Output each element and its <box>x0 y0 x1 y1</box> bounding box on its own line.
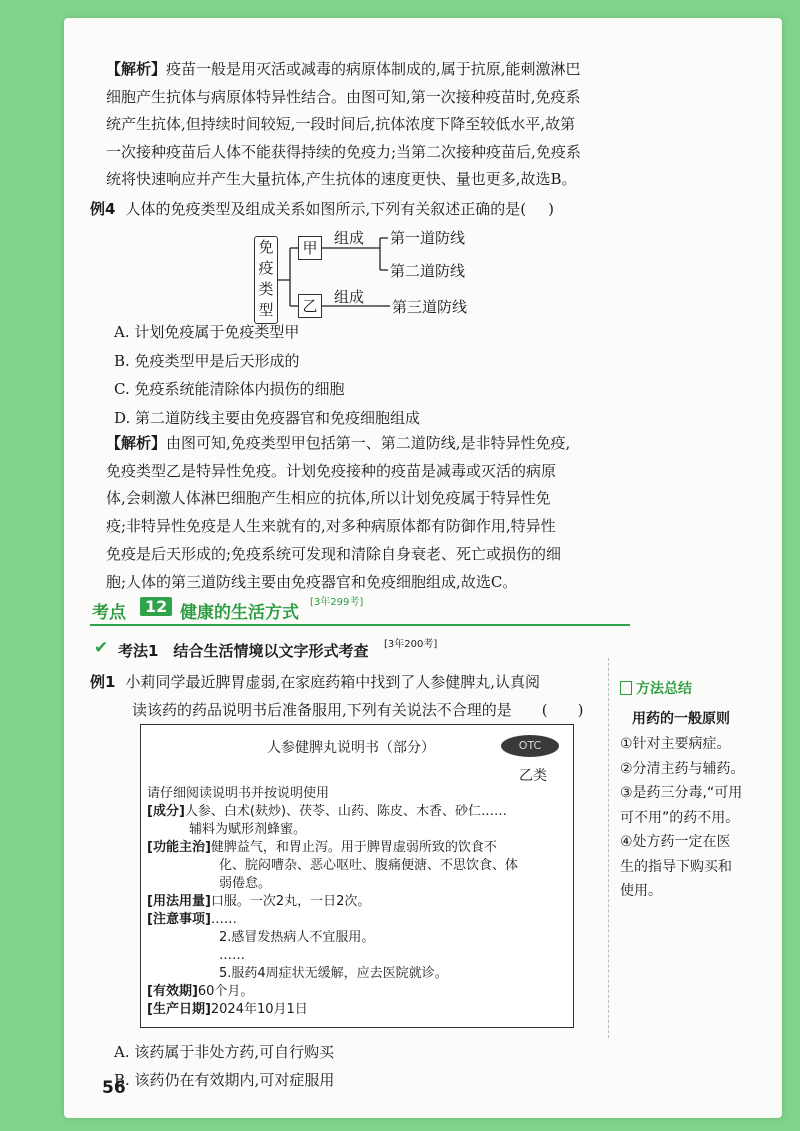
example1-question <box>90 668 650 724</box>
checkmark-icon: ✔ <box>94 638 109 658</box>
medicine-leaflet <box>140 724 574 1028</box>
question-text: 小莉同学最近脾胃虚弱,在家庭药箱中找到了人参健脾丸,认真阅 <box>125 673 540 691</box>
method-sup: [3年200考] <box>384 639 438 650</box>
otc-badge: OTC <box>501 735 559 757</box>
analysis-line: 体,会刺激人体淋巴细胞产生相应的抗体,所以计划免疫属于特异性免 <box>106 489 551 508</box>
option-c: C. 免疫系统能清除体内损伤的细胞 <box>114 380 345 398</box>
analysis-block-2 <box>106 430 666 596</box>
diagram-lines <box>250 230 510 330</box>
analysis-line: 疫;非特异性免疫是人生来就有的,对多种病原体都有防御作用,特异性 <box>106 517 556 536</box>
analysis-tag: 【解析】 <box>106 60 167 78</box>
example4-options <box>114 318 654 432</box>
leaflet-text: …… <box>219 948 245 963</box>
leaflet-text: 2024年10月1日 <box>210 1002 308 1017</box>
immune-diagram <box>250 230 510 330</box>
diagram-yi-box: 乙 <box>298 294 322 318</box>
method-summary-sidebar <box>620 678 770 904</box>
analysis-line: 疫苗一般是用灭活或减毒的病原体制成的,属于抗原,能刺激淋巴 <box>166 60 581 78</box>
leaflet-title: 人参健脾丸说明书（部分） <box>267 740 435 756</box>
topic-number: 12 <box>140 597 172 616</box>
sidebar-item: ④处方药一定在医 <box>620 834 731 850</box>
option-b: B. 免疫类型甲是后天形成的 <box>114 351 300 370</box>
option-d: D. 第二道防线主要由免疫器官和免疫细胞组成 <box>114 408 421 427</box>
leaflet-tag: [生产日期] <box>147 1002 211 1017</box>
sidebar-title: 方法总结 <box>636 681 692 697</box>
option-a: A. 该药属于非处方药,可自行购买 <box>114 1043 335 1061</box>
leaflet-text: 化、脘闷嘈杂、恶心呕吐、腹痛便溏、不思饮食、体 <box>219 858 519 873</box>
diagram-root-char: 免 <box>258 238 274 256</box>
analysis-line: 一次接种疫苗后人体不能获得持续的免疫力;当第二次接种疫苗后,免疫系 <box>106 142 581 161</box>
diagram-root-char: 型 <box>258 301 274 319</box>
page <box>64 18 782 1118</box>
answer-paren: ) <box>548 200 554 218</box>
sidebar-item: ③是药三分毒,“可用 <box>620 785 743 801</box>
diagram-line1: 第一道防线 <box>390 229 466 247</box>
answer-paren: ( ) <box>541 701 584 719</box>
analysis-line: 免疫是后天形成的;免疫系统可发现和清除自身衰老、死亡或损伤的细 <box>106 544 562 563</box>
diagram-jia-box: 甲 <box>298 236 322 260</box>
analysis-tag: 【解析】 <box>106 434 167 452</box>
example-label: 例1 <box>90 673 116 691</box>
example4-question <box>90 196 670 224</box>
diagram-root-char: 类 <box>258 280 274 298</box>
leaflet-tag: [注意事项] <box>147 912 211 927</box>
option-a: A. 计划免疫属于免疫类型甲 <box>114 323 300 341</box>
analysis-line: 免疫类型乙是特异性免疫。计划免疫接种的疫苗是减毒或灭活的病原 <box>106 461 557 480</box>
sidebar-item: 可不用”的药不用。 <box>620 809 740 826</box>
analysis-block-1 <box>106 56 666 194</box>
analysis-line: 统将快速响应并产生大量抗体,产生抗体的速度更快、量也更多,故选B。 <box>106 170 577 188</box>
topic-header <box>90 596 630 626</box>
page-number: 56 <box>102 1078 126 1098</box>
sidebar-item: 生的指导下购买和 <box>620 858 732 875</box>
sidebar-item: ①针对主要病症。 <box>620 736 731 752</box>
leaflet-text: 健脾益气，和胃止泻。用于脾胃虚弱所致的饮食不 <box>210 840 497 855</box>
book-icon <box>620 681 632 695</box>
sidebar-list <box>620 732 770 904</box>
option-b: B. 该药仍在有效期内,可对症服用 <box>114 1071 335 1089</box>
topic-title: 健康的生活方式 <box>180 603 299 623</box>
leaflet-text: 口服。一次2丸，一日2次。 <box>210 894 371 909</box>
leaflet-text: 2.感冒发热病人不宜服用。 <box>219 930 375 945</box>
leaflet-tag: [成分] <box>147 804 185 819</box>
analysis-line: 细胞产生抗体与病原体特异性结合。由图可知,第一次接种疫苗时,免疫系 <box>106 87 581 106</box>
leaflet-text: 5.服药4周症状无缓解，应去医院就诊。 <box>219 966 448 981</box>
example1-options <box>114 1038 334 1094</box>
leaflet-body <box>147 785 567 1019</box>
question-text: 人体的免疫类型及组成关系如图所示,下列有关叙述正确的是( <box>125 200 527 218</box>
leaflet-text: …… <box>210 912 237 927</box>
method-title: 考法1 结合生活情境以文字形式考查 <box>118 642 369 660</box>
diagram-zucheng: 组成 <box>334 288 365 306</box>
leaflet-text: 60个月。 <box>197 984 254 999</box>
leaflet-category: 乙类 <box>519 768 547 784</box>
sidebar-item: 使用。 <box>620 883 662 899</box>
sidebar-subtitle: 用药的一般原则 <box>632 711 730 727</box>
analysis-line: 统产生抗体,但持续时间较短,一段时间后,抗体浓度下降至较低水平,故第 <box>106 115 576 133</box>
sidebar-item: ②分清主药与辅药。 <box>620 760 745 777</box>
leaflet-text: 弱倦怠。 <box>219 876 272 891</box>
column-divider <box>608 658 610 1038</box>
leaflet-text: 辅料为赋形剂蜂蜜。 <box>189 822 307 837</box>
diagram-zucheng: 组成 <box>334 229 365 247</box>
leaflet-instruction: 请仔细阅读说明书并按说明使用 <box>147 786 330 801</box>
leaflet-tag: [功能主治] <box>147 840 211 855</box>
leaflet-tag: [用法用量] <box>147 894 211 909</box>
diagram-root-char: 疫 <box>258 259 274 277</box>
leaflet-text: 人参、白术(麸炒)、茯苓、山药、陈皮、木香、砂仁…… <box>184 804 508 819</box>
analysis-line: 由图可知,免疫类型甲包括第一、第二道防线,是非特异性免疫, <box>166 434 571 452</box>
diagram-line3: 第三道防线 <box>392 298 468 316</box>
topic-sup: [3年299考] <box>310 597 364 608</box>
topic-prefix: 考点 <box>92 603 126 623</box>
leaflet-tag: [有效期] <box>147 984 198 999</box>
example-label: 例4 <box>90 200 116 218</box>
analysis-line: 胞;人体的第三道防线主要由免疫器官和免疫细胞组成,故选C。 <box>106 572 518 591</box>
diagram-line2: 第二道防线 <box>390 262 466 280</box>
question-text: 读该药的药品说明书后准备服用,下列有关说法不合理的是 <box>132 701 512 719</box>
